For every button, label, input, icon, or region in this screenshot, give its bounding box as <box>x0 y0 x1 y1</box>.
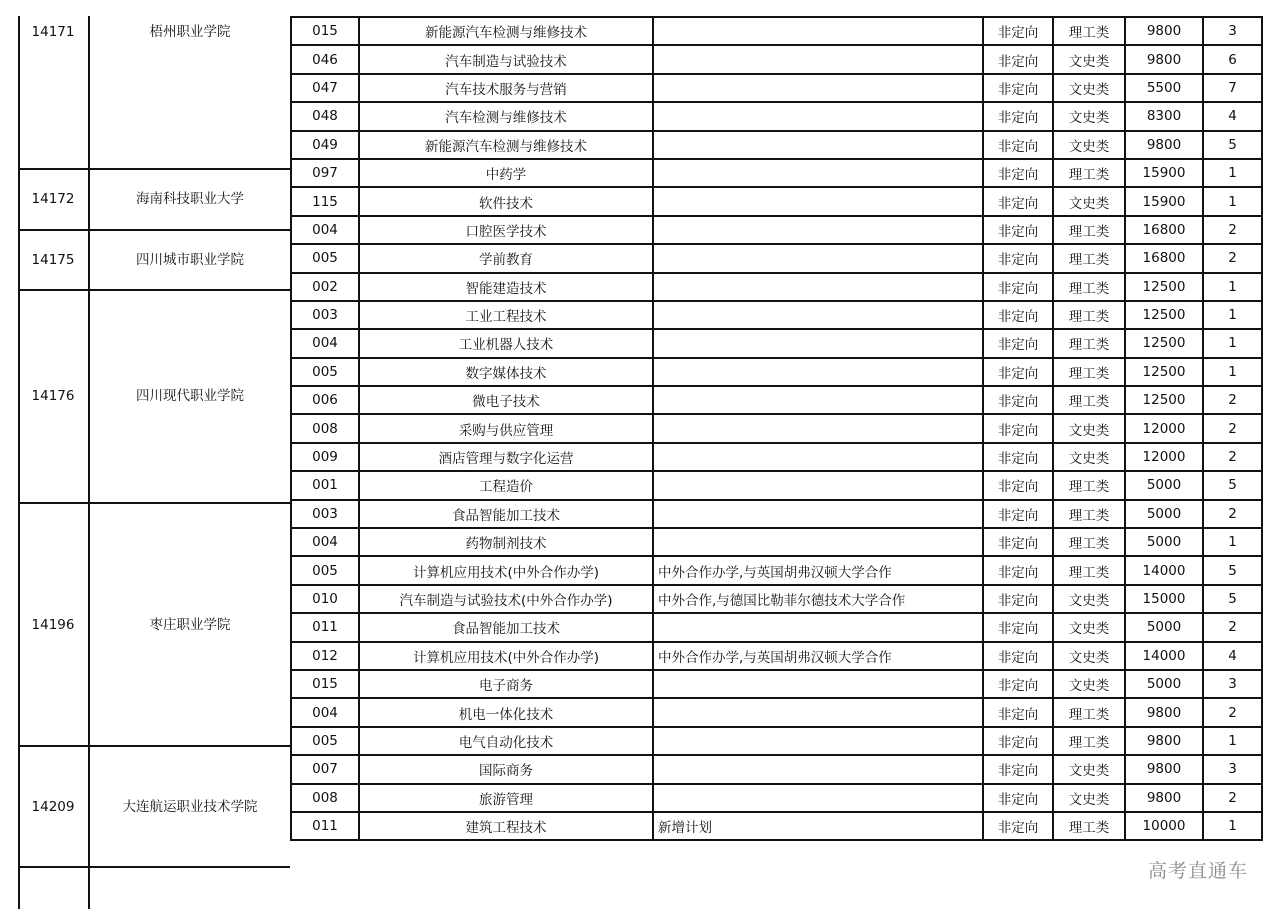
tuition-cell: 15900 <box>1125 159 1203 187</box>
tuition-cell: 8300 <box>1125 102 1203 130</box>
major-code-cell: 005 <box>291 727 359 755</box>
tuition-cell: 10000 <box>1125 812 1203 840</box>
major-name-cell: 汽车检测与维修技术 <box>359 102 653 130</box>
major-code-cell: 046 <box>291 45 359 73</box>
direction-cell: 非定向 <box>983 216 1053 244</box>
major-code-cell: 015 <box>291 17 359 45</box>
direction-cell: 非定向 <box>983 670 1053 698</box>
institution-name: 四川现代职业学院 <box>136 388 244 404</box>
plan-count-cell: 5 <box>1203 471 1262 499</box>
note-cell <box>653 670 983 698</box>
major-name-cell: 机电一体化技术 <box>359 698 653 726</box>
note-cell <box>653 698 983 726</box>
major-name-cell: 建筑工程技术 <box>359 812 653 840</box>
note-cell <box>653 755 983 783</box>
table-row <box>291 471 1262 499</box>
institution-code: 14171 <box>31 24 75 40</box>
plan-count-cell: 5 <box>1203 585 1262 613</box>
note-cell <box>653 273 983 301</box>
major-name-cell: 汽车制造与试验技术(中外合作办学) <box>359 585 653 613</box>
note-cell: 中外合作,与德国比勒菲尔德技术大学合作 <box>653 585 983 613</box>
major-name-cell: 工业工程技术 <box>359 301 653 329</box>
column-border <box>18 16 20 909</box>
plan-count-cell: 2 <box>1203 698 1262 726</box>
plan-count-cell: 1 <box>1203 358 1262 386</box>
table-row <box>291 358 1262 386</box>
table-row <box>291 698 1262 726</box>
plan-count-cell: 1 <box>1203 187 1262 215</box>
tuition-cell: 9800 <box>1125 17 1203 45</box>
major-name-cell: 学前教育 <box>359 244 653 272</box>
tuition-cell: 14000 <box>1125 642 1203 670</box>
major-name-cell: 工业机器人技术 <box>359 329 653 357</box>
major-name-cell: 智能建造技术 <box>359 273 653 301</box>
direction-cell: 非定向 <box>983 414 1053 442</box>
major-code-cell: 048 <box>291 102 359 130</box>
tuition-cell: 9800 <box>1125 784 1203 812</box>
table-row <box>291 329 1262 357</box>
major-code-cell: 005 <box>291 556 359 584</box>
major-code-cell: 008 <box>291 784 359 812</box>
category-cell: 文史类 <box>1053 585 1125 613</box>
table-row <box>291 613 1262 641</box>
tuition-cell: 5000 <box>1125 613 1203 641</box>
category-cell: 文史类 <box>1053 45 1125 73</box>
table-row <box>291 585 1262 613</box>
major-name-cell: 计算机应用技术(中外合作办学) <box>359 642 653 670</box>
note-cell <box>653 216 983 244</box>
major-name-cell: 微电子技术 <box>359 386 653 414</box>
category-cell: 理工类 <box>1053 358 1125 386</box>
institution-code: 14196 <box>31 617 75 633</box>
note-cell: 中外合作办学,与英国胡弗汉顿大学合作 <box>653 556 983 584</box>
note-cell <box>653 17 983 45</box>
note-cell <box>653 244 983 272</box>
tuition-cell: 5000 <box>1125 471 1203 499</box>
direction-cell: 非定向 <box>983 528 1053 556</box>
major-name-cell: 药物制剂技术 <box>359 528 653 556</box>
major-code-cell: 007 <box>291 755 359 783</box>
plan-count-cell: 2 <box>1203 443 1262 471</box>
category-cell: 理工类 <box>1053 329 1125 357</box>
category-cell: 文史类 <box>1053 642 1125 670</box>
direction-cell: 非定向 <box>983 102 1053 130</box>
institution-code: 14209 <box>31 799 75 815</box>
major-code-cell: 115 <box>291 187 359 215</box>
category-cell: 理工类 <box>1053 500 1125 528</box>
table-row <box>291 45 1262 73</box>
category-cell: 理工类 <box>1053 698 1125 726</box>
direction-cell: 非定向 <box>983 244 1053 272</box>
table-row <box>291 102 1262 130</box>
institution-name: 梧州职业学院 <box>149 24 231 40</box>
note-cell: 新增计划 <box>653 812 983 840</box>
category-cell: 文史类 <box>1053 414 1125 442</box>
table-row <box>291 244 1262 272</box>
major-code-cell: 005 <box>291 358 359 386</box>
column-border <box>88 16 90 909</box>
institution-name: 海南科技职业大学 <box>136 191 244 207</box>
direction-cell: 非定向 <box>983 131 1053 159</box>
note-cell <box>653 159 983 187</box>
category-cell: 理工类 <box>1053 471 1125 499</box>
tuition-cell: 12500 <box>1125 386 1203 414</box>
major-code-cell: 011 <box>291 613 359 641</box>
major-code-cell: 047 <box>291 74 359 102</box>
group-divider <box>18 502 290 504</box>
major-name-cell: 汽车制造与试验技术 <box>359 45 653 73</box>
major-code-cell: 006 <box>291 386 359 414</box>
note-cell <box>653 131 983 159</box>
plan-count-cell: 2 <box>1203 386 1262 414</box>
group-divider <box>18 168 290 170</box>
category-cell: 理工类 <box>1053 17 1125 45</box>
table-body <box>291 17 1262 840</box>
tuition-cell: 5000 <box>1125 500 1203 528</box>
major-name-cell: 数字媒体技术 <box>359 358 653 386</box>
major-code-cell: 004 <box>291 216 359 244</box>
category-cell: 理工类 <box>1053 244 1125 272</box>
major-name-cell: 新能源汽车检测与维修技术 <box>359 131 653 159</box>
category-cell: 理工类 <box>1053 386 1125 414</box>
plan-count-cell: 1 <box>1203 812 1262 840</box>
direction-cell: 非定向 <box>983 755 1053 783</box>
table-row <box>291 727 1262 755</box>
category-cell: 理工类 <box>1053 812 1125 840</box>
plan-count-cell: 3 <box>1203 17 1262 45</box>
table-row <box>291 812 1262 840</box>
plan-count-cell: 1 <box>1203 273 1262 301</box>
tuition-cell: 12000 <box>1125 443 1203 471</box>
major-code-cell: 097 <box>291 159 359 187</box>
plan-count-cell: 2 <box>1203 613 1262 641</box>
note-cell <box>653 187 983 215</box>
note-cell <box>653 443 983 471</box>
major-code-cell: 049 <box>291 131 359 159</box>
category-cell: 理工类 <box>1053 301 1125 329</box>
plan-count-cell: 1 <box>1203 329 1262 357</box>
note-cell <box>653 414 983 442</box>
plan-count-cell: 5 <box>1203 556 1262 584</box>
plan-count-cell: 6 <box>1203 45 1262 73</box>
note-cell: 中外合作办学,与英国胡弗汉顿大学合作 <box>653 642 983 670</box>
note-cell <box>653 727 983 755</box>
direction-cell: 非定向 <box>983 17 1053 45</box>
direction-cell: 非定向 <box>983 471 1053 499</box>
direction-cell: 非定向 <box>983 329 1053 357</box>
table-row <box>291 500 1262 528</box>
direction-cell: 非定向 <box>983 812 1053 840</box>
major-name-cell: 食品智能加工技术 <box>359 500 653 528</box>
category-cell: 文史类 <box>1053 74 1125 102</box>
major-code-cell: 004 <box>291 329 359 357</box>
table-row <box>291 642 1262 670</box>
tuition-cell: 16800 <box>1125 216 1203 244</box>
watermark: 高考直通车 <box>1147 860 1248 882</box>
tuition-cell: 12500 <box>1125 301 1203 329</box>
direction-cell: 非定向 <box>983 159 1053 187</box>
group-divider <box>18 289 290 291</box>
table-row <box>291 556 1262 584</box>
note-cell <box>653 528 983 556</box>
plan-count-cell: 1 <box>1203 727 1262 755</box>
major-code-cell: 004 <box>291 698 359 726</box>
plan-count-cell: 4 <box>1203 102 1262 130</box>
plan-count-cell: 2 <box>1203 500 1262 528</box>
group-divider <box>18 866 290 868</box>
direction-cell: 非定向 <box>983 74 1053 102</box>
note-cell <box>653 74 983 102</box>
note-cell <box>653 45 983 73</box>
major-name-cell: 采购与供应管理 <box>359 414 653 442</box>
direction-cell: 非定向 <box>983 642 1053 670</box>
note-cell <box>653 613 983 641</box>
group-divider <box>18 745 290 747</box>
major-code-cell: 010 <box>291 585 359 613</box>
direction-cell: 非定向 <box>983 187 1053 215</box>
major-name-cell: 中药学 <box>359 159 653 187</box>
group-divider <box>18 229 290 231</box>
table-row <box>291 670 1262 698</box>
category-cell: 文史类 <box>1053 784 1125 812</box>
institution-name: 四川城市职业学院 <box>136 252 244 268</box>
major-code-cell: 008 <box>291 414 359 442</box>
tuition-cell: 9800 <box>1125 131 1203 159</box>
direction-cell: 非定向 <box>983 301 1053 329</box>
major-name-cell: 工程造价 <box>359 471 653 499</box>
major-code-cell: 012 <box>291 642 359 670</box>
institution-code: 14175 <box>31 252 75 268</box>
tuition-cell: 9800 <box>1125 755 1203 783</box>
direction-cell: 非定向 <box>983 613 1053 641</box>
major-name-cell: 新能源汽车检测与维修技术 <box>359 17 653 45</box>
major-code-cell: 015 <box>291 670 359 698</box>
major-code-cell: 003 <box>291 301 359 329</box>
table-row <box>291 187 1262 215</box>
major-code-cell: 003 <box>291 500 359 528</box>
plan-count-cell: 4 <box>1203 642 1262 670</box>
plan-count-cell: 2 <box>1203 414 1262 442</box>
major-code-cell: 002 <box>291 273 359 301</box>
table-row <box>291 784 1262 812</box>
institution-code: 14176 <box>31 388 75 404</box>
tuition-cell: 5500 <box>1125 74 1203 102</box>
plan-count-cell: 1 <box>1203 528 1262 556</box>
major-code-cell: 011 <box>291 812 359 840</box>
tuition-cell: 12000 <box>1125 414 1203 442</box>
plan-count-cell: 2 <box>1203 244 1262 272</box>
plan-count-cell: 2 <box>1203 216 1262 244</box>
direction-cell: 非定向 <box>983 556 1053 584</box>
table-row <box>291 273 1262 301</box>
tuition-cell: 9800 <box>1125 45 1203 73</box>
tuition-cell: 12500 <box>1125 358 1203 386</box>
direction-cell: 非定向 <box>983 358 1053 386</box>
table-row <box>291 301 1262 329</box>
direction-cell: 非定向 <box>983 698 1053 726</box>
category-cell: 理工类 <box>1053 727 1125 755</box>
tuition-cell: 9800 <box>1125 727 1203 755</box>
major-code-cell: 001 <box>291 471 359 499</box>
plan-count-cell: 1 <box>1203 301 1262 329</box>
plan-count-cell: 2 <box>1203 784 1262 812</box>
major-name-cell: 食品智能加工技术 <box>359 613 653 641</box>
major-name-cell: 计算机应用技术(中外合作办学) <box>359 556 653 584</box>
institution-code: 14172 <box>31 191 75 207</box>
note-cell <box>653 102 983 130</box>
tuition-cell: 15900 <box>1125 187 1203 215</box>
tuition-cell: 9800 <box>1125 698 1203 726</box>
institution-column <box>18 0 290 909</box>
major-name-cell: 国际商务 <box>359 755 653 783</box>
direction-cell: 非定向 <box>983 585 1053 613</box>
note-cell <box>653 358 983 386</box>
category-cell: 理工类 <box>1053 273 1125 301</box>
category-cell: 文史类 <box>1053 131 1125 159</box>
major-name-cell: 酒店管理与数字化运营 <box>359 443 653 471</box>
major-code-cell: 005 <box>291 244 359 272</box>
plan-count-cell: 1 <box>1203 159 1262 187</box>
category-cell: 文史类 <box>1053 670 1125 698</box>
major-code-cell: 004 <box>291 528 359 556</box>
category-cell: 文史类 <box>1053 755 1125 783</box>
category-cell: 理工类 <box>1053 216 1125 244</box>
enrollment-plan-table <box>290 16 1263 841</box>
table-row <box>291 755 1262 783</box>
plan-count-cell: 3 <box>1203 670 1262 698</box>
direction-cell: 非定向 <box>983 784 1053 812</box>
major-name-cell: 电子商务 <box>359 670 653 698</box>
major-code-cell: 009 <box>291 443 359 471</box>
table-row <box>291 528 1262 556</box>
direction-cell: 非定向 <box>983 386 1053 414</box>
note-cell <box>653 784 983 812</box>
direction-cell: 非定向 <box>983 443 1053 471</box>
table-row <box>291 443 1262 471</box>
table-row <box>291 131 1262 159</box>
major-name-cell: 口腔医学技术 <box>359 216 653 244</box>
category-cell: 理工类 <box>1053 159 1125 187</box>
major-name-cell: 软件技术 <box>359 187 653 215</box>
tuition-cell: 5000 <box>1125 528 1203 556</box>
category-cell: 文史类 <box>1053 102 1125 130</box>
tuition-cell: 14000 <box>1125 556 1203 584</box>
note-cell <box>653 386 983 414</box>
category-cell: 文史类 <box>1053 613 1125 641</box>
plan-count-cell: 3 <box>1203 755 1262 783</box>
direction-cell: 非定向 <box>983 273 1053 301</box>
note-cell <box>653 471 983 499</box>
major-name-cell: 电气自动化技术 <box>359 727 653 755</box>
direction-cell: 非定向 <box>983 500 1053 528</box>
category-cell: 文史类 <box>1053 443 1125 471</box>
table-row <box>291 74 1262 102</box>
table-row <box>291 216 1262 244</box>
major-name-cell: 旅游管理 <box>359 784 653 812</box>
plan-count-cell: 7 <box>1203 74 1262 102</box>
tuition-cell: 12500 <box>1125 273 1203 301</box>
tuition-cell: 5000 <box>1125 670 1203 698</box>
institution-name: 大连航运职业技术学院 <box>122 799 258 815</box>
note-cell <box>653 329 983 357</box>
category-cell: 理工类 <box>1053 528 1125 556</box>
direction-cell: 非定向 <box>983 45 1053 73</box>
category-cell: 理工类 <box>1053 556 1125 584</box>
tuition-cell: 15000 <box>1125 585 1203 613</box>
table-row <box>291 386 1262 414</box>
table-row <box>291 159 1262 187</box>
note-cell <box>653 301 983 329</box>
note-cell <box>653 500 983 528</box>
category-cell: 文史类 <box>1053 187 1125 215</box>
table-row <box>291 17 1262 45</box>
plan-count-cell: 5 <box>1203 131 1262 159</box>
tuition-cell: 16800 <box>1125 244 1203 272</box>
institution-name: 枣庄职业学院 <box>149 617 231 633</box>
table-row <box>291 414 1262 442</box>
major-name-cell: 汽车技术服务与营销 <box>359 74 653 102</box>
direction-cell: 非定向 <box>983 727 1053 755</box>
tuition-cell: 12500 <box>1125 329 1203 357</box>
